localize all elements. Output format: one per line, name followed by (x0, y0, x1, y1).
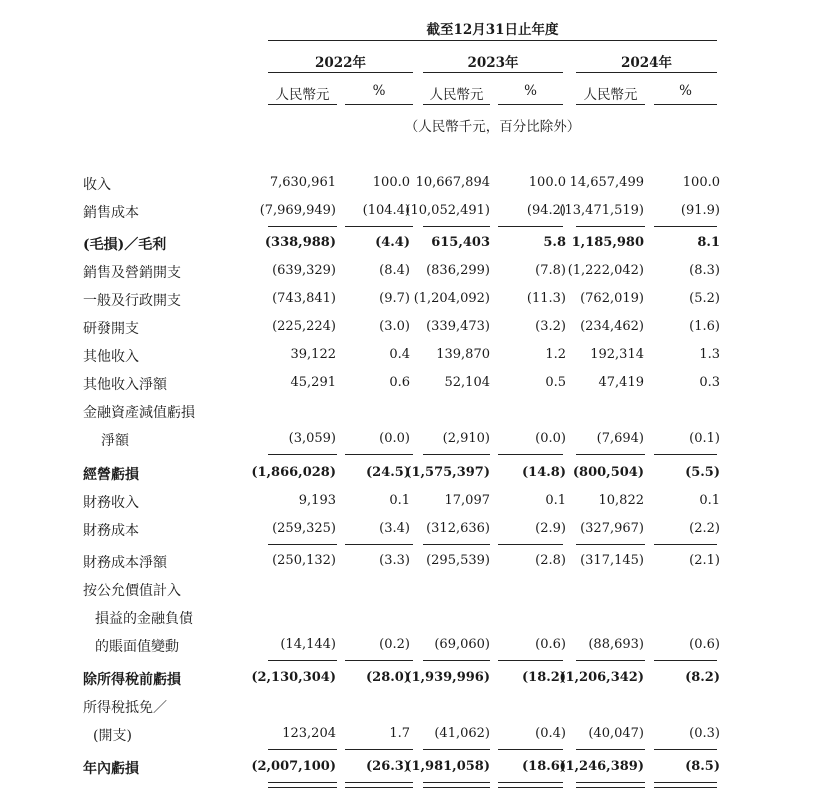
percent-cell: 0.4 (389, 347, 410, 362)
percent-cell: 0.6 (389, 375, 410, 390)
amount-cell: (3,059) (288, 431, 336, 446)
col-rmb-2022: 人民幣元 (275, 87, 330, 103)
amount-cell: (259,325) (272, 521, 336, 536)
percent-cell: 1.7 (389, 726, 410, 741)
percent-cell: (5.2) (689, 291, 720, 306)
amount-cell: 10,667,894 (415, 175, 490, 190)
amount-cell: (7,969,949) (259, 203, 336, 218)
subtotal-rule (498, 544, 563, 545)
row-label: 經營虧損 (83, 467, 139, 483)
percent-cell: (104.4) (362, 203, 410, 218)
row-label: 銷售成本 (83, 205, 139, 221)
amount-cell: 9,193 (298, 493, 336, 508)
amount-cell: (14,144) (280, 637, 336, 652)
year-2022: 2022年 (314, 55, 367, 71)
row-label: 按公允價值計入 (83, 583, 181, 599)
subtotal-rule (268, 226, 337, 227)
subtotal-rule (576, 454, 645, 455)
percent-cell: (3.0) (379, 319, 410, 334)
percent-cell: (14.8) (522, 465, 566, 480)
total-double-rule (654, 782, 717, 788)
total-double-rule (268, 782, 337, 788)
subtotal-rule (423, 544, 490, 545)
percent-cell: (94.2) (526, 203, 566, 218)
year-rule-2023 (423, 72, 563, 73)
amount-cell: (317,145) (580, 553, 644, 568)
amount-cell: (639,329) (272, 263, 336, 278)
amount-cell: 139,870 (436, 347, 490, 362)
amount-cell: (836,299) (426, 263, 490, 278)
amount-cell: (234,462) (580, 319, 644, 334)
amount-cell: (800,504) (572, 465, 644, 480)
amount-cell: (1,204,092) (413, 291, 490, 306)
amount-cell: (41,062) (434, 726, 490, 741)
percent-cell: (8.2) (685, 670, 720, 685)
subtotal-rule (268, 660, 337, 661)
subtotal-rule (576, 749, 645, 750)
percent-cell: (0.0) (535, 431, 566, 446)
percent-cell: 0.3 (699, 375, 720, 390)
col-rule (423, 104, 490, 105)
percent-cell: (0.3) (689, 726, 720, 741)
subtotal-rule (654, 749, 717, 750)
total-double-rule (423, 782, 490, 788)
percent-cell: (2.8) (535, 553, 566, 568)
percent-cell: (0.6) (535, 637, 566, 652)
year-rule-2022 (268, 72, 413, 73)
row-label: 所得稅抵免／ (83, 700, 167, 716)
row-label: 一般及行政開支 (83, 293, 181, 309)
percent-cell: 0.1 (389, 493, 410, 508)
year-2024: 2024年 (620, 55, 673, 71)
amount-cell: (1,246,389) (559, 759, 644, 774)
col-rule (345, 104, 413, 105)
col-rule (268, 104, 337, 105)
subtotal-rule (423, 660, 490, 661)
row-label: 淨額 (101, 433, 129, 449)
amount-cell: (327,967) (580, 521, 644, 536)
amount-cell: (40,047) (588, 726, 644, 741)
percent-cell: (18.6) (522, 759, 566, 774)
percent-cell: (11.3) (526, 291, 566, 306)
percent-cell: (9.7) (379, 291, 410, 306)
percent-cell: (1.6) (689, 319, 720, 334)
percent-cell: (3.4) (379, 521, 410, 536)
subtotal-rule (423, 454, 490, 455)
row-label: 研發開支 (83, 321, 139, 337)
amount-cell: (13,471,519) (559, 203, 644, 218)
amount-cell: (338,988) (264, 235, 336, 250)
amount-cell: 14,657,499 (569, 175, 644, 190)
percent-cell: 100.0 (372, 175, 410, 190)
amount-cell: (10,052,491) (405, 203, 490, 218)
subtotal-rule (498, 749, 563, 750)
subtotal-rule (423, 226, 490, 227)
amount-cell: 39,122 (290, 347, 336, 362)
percent-cell: (5.5) (685, 465, 720, 480)
amount-cell: 192,314 (590, 347, 644, 362)
percent-cell: 5.8 (543, 235, 566, 250)
header-rule (268, 40, 717, 41)
total-double-rule (498, 782, 563, 788)
percent-cell: 0.5 (545, 375, 566, 390)
subtotal-rule (654, 226, 717, 227)
subtotal-rule (498, 454, 563, 455)
subtotal-rule (345, 660, 413, 661)
subtotal-rule (654, 454, 717, 455)
percent-cell: 0.1 (545, 493, 566, 508)
subtotal-rule (654, 660, 717, 661)
amount-cell: (1,866,028) (251, 465, 336, 480)
row-label: 銷售及營銷開支 (83, 265, 181, 281)
amount-cell: (1,206,342) (559, 670, 644, 685)
row-label: 金融資產減值虧損 (83, 405, 195, 421)
row-label: 損益的金融負債 (95, 611, 193, 627)
percent-cell: (0.0) (379, 431, 410, 446)
percent-cell: (2.1) (689, 553, 720, 568)
total-double-rule (576, 782, 645, 788)
amount-cell: (250,132) (272, 553, 336, 568)
percent-cell: (26.3) (366, 759, 410, 774)
row-label: 其他收入淨額 (83, 377, 167, 393)
amount-cell: (88,693) (588, 637, 644, 652)
col-pct-2024: % (679, 83, 692, 99)
subtotal-rule (268, 544, 337, 545)
amount-cell: 615,403 (431, 235, 490, 250)
year-2023: 2023年 (467, 55, 519, 71)
amount-cell: (225,224) (272, 319, 336, 334)
percent-cell: (8.5) (685, 759, 720, 774)
total-double-rule (345, 782, 413, 788)
amount-cell: (295,539) (426, 553, 490, 568)
subtotal-rule (576, 544, 645, 545)
row-label: 收入 (83, 177, 111, 193)
subtotal-rule (345, 226, 413, 227)
amount-cell: (69,060) (434, 637, 490, 652)
subtotal-rule (345, 749, 413, 750)
row-label: 除所得稅前虧損 (83, 672, 181, 688)
subtotal-rule (498, 226, 563, 227)
amount-cell: 10,822 (598, 493, 644, 508)
row-label: 財務成本 (83, 523, 139, 539)
percent-cell: (91.9) (680, 203, 720, 218)
amount-cell: (1,575,397) (405, 465, 490, 480)
percent-cell: (0.2) (379, 637, 410, 652)
amount-cell: (762,019) (580, 291, 644, 306)
amount-cell: (2,130,304) (251, 670, 336, 685)
amount-cell: (743,841) (272, 291, 336, 306)
amount-cell: (1,981,058) (405, 759, 490, 774)
percent-cell: (4.4) (375, 235, 410, 250)
percent-cell: (24.5) (366, 465, 410, 480)
subtotal-rule (423, 749, 490, 750)
row-label: 年內虧損 (83, 761, 139, 777)
percent-cell: (7.8) (535, 263, 566, 278)
col-pct-2023: % (524, 83, 537, 99)
year-rule-2024 (576, 72, 717, 73)
col-rmb-2023: 人民幣元 (429, 87, 484, 103)
amount-cell: (339,473) (426, 319, 490, 334)
amount-cell: (312,636) (426, 521, 490, 536)
col-rmb-2024: 人民幣元 (583, 87, 638, 103)
subtotal-rule (576, 226, 645, 227)
percent-cell: 8.1 (697, 235, 720, 250)
subtotal-rule (345, 454, 413, 455)
subtotal-rule (345, 544, 413, 545)
percent-cell: (8.4) (379, 263, 410, 278)
row-label: 財務成本淨額 (83, 555, 167, 571)
amount-cell: (2,007,100) (251, 759, 336, 774)
amount-cell: 1,185,980 (571, 235, 644, 250)
percent-cell: (2.9) (535, 521, 566, 536)
row-label: (開支) (93, 728, 132, 744)
percent-cell: 1.2 (545, 347, 566, 362)
row-label: (毛損)／毛利 (83, 237, 167, 253)
row-label: 的賬面值變動 (95, 639, 179, 655)
col-pct-2022: % (372, 83, 386, 99)
col-rule (498, 104, 563, 105)
row-label: 財務收入 (83, 495, 139, 511)
amount-cell: 123,204 (282, 726, 336, 741)
unit-note: （人民幣千元，百分比除外） (404, 119, 581, 135)
percent-cell: (18.2) (522, 670, 566, 685)
subtotal-rule (654, 544, 717, 545)
amount-cell: (1,222,042) (567, 263, 644, 278)
amount-cell: (7,694) (596, 431, 644, 446)
amount-cell: 47,419 (598, 375, 644, 390)
col-rule (576, 104, 645, 105)
subtotal-rule (576, 660, 645, 661)
amount-cell: (1,939,996) (405, 670, 490, 685)
amount-cell: 52,104 (444, 375, 490, 390)
col-rule (654, 104, 717, 105)
percent-cell: (0.4) (535, 726, 566, 741)
percent-cell: 1.3 (699, 347, 720, 362)
amount-cell: (2,910) (442, 431, 490, 446)
percent-cell: (28.0) (366, 670, 410, 685)
amount-cell: 7,630,961 (269, 175, 336, 190)
percent-cell: (2.2) (689, 521, 720, 536)
percent-cell: (8.3) (689, 263, 720, 278)
subtotal-rule (498, 660, 563, 661)
subtotal-rule (268, 749, 337, 750)
percent-cell: (3.3) (379, 553, 410, 568)
percent-cell: 100.0 (682, 175, 720, 190)
percent-cell: (0.1) (689, 431, 720, 446)
percent-cell: 100.0 (528, 175, 566, 190)
subtotal-rule (268, 454, 337, 455)
amount-cell: 45,291 (290, 375, 336, 390)
period-header: 截至12月31日止年度 (426, 22, 559, 38)
row-label: 其他收入 (83, 349, 139, 365)
percent-cell: (0.6) (689, 637, 720, 652)
amount-cell: 17,097 (444, 493, 490, 508)
percent-cell: 0.1 (699, 493, 720, 508)
percent-cell: (3.2) (535, 319, 566, 334)
